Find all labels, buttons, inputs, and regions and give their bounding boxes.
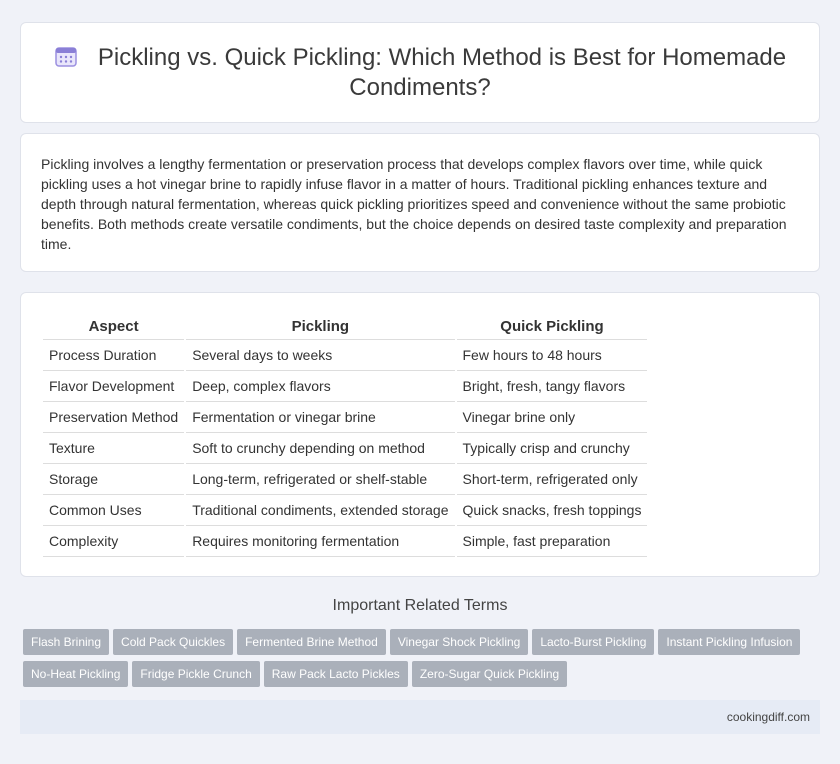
related-terms-heading: Important Related Terms — [332, 597, 508, 614]
header-aspect: Aspect — [43, 313, 185, 340]
cell-pickling: Deep, complex flavors — [185, 371, 455, 402]
cell-aspect: Texture — [43, 433, 185, 464]
table-header-row — [43, 313, 647, 340]
footer-site-link[interactable]: cookingdiff.com — [726, 710, 810, 724]
cell-aspect: Storage — [43, 464, 185, 495]
table-row — [43, 495, 647, 526]
cell-quick-pickling: Vinegar brine only — [456, 402, 648, 433]
page-title — [21, 43, 819, 103]
table-row — [43, 433, 647, 464]
cell-aspect: Preservation Method — [43, 402, 185, 433]
header-pickling: Pickling — [185, 313, 455, 340]
cell-aspect: Flavor Development — [43, 371, 185, 402]
calendar-icon — [54, 44, 78, 68]
cell-quick-pickling: Few hours to 48 hours — [456, 340, 648, 371]
related-term-tag[interactable]: Lacto-Burst Pickling — [532, 629, 654, 655]
comparison-card — [20, 292, 820, 577]
table-row — [43, 402, 647, 433]
header-quick-pickling: Quick Pickling — [456, 313, 648, 340]
related-term-tag[interactable]: Raw Pack Lacto Pickles — [264, 661, 408, 687]
page-title-text: Pickling vs. Quick Pickling: Which Method is Best for Homemade Condiments? — [97, 44, 787, 101]
related-terms-list — [23, 629, 823, 693]
related-term-tag[interactable]: Instant Pickling Infusion — [658, 629, 800, 655]
related-term-tag[interactable]: Fermented Brine Method — [237, 629, 386, 655]
footer — [20, 700, 820, 734]
cell-pickling: Traditional condiments, extended storage — [185, 495, 455, 526]
cell-pickling: Fermentation or vinegar brine — [185, 402, 455, 433]
related-term-tag[interactable]: Cold Pack Quickles — [113, 629, 233, 655]
table-row — [43, 371, 647, 402]
title-card — [20, 22, 820, 123]
related-term-tag[interactable]: Fridge Pickle Crunch — [132, 661, 259, 687]
cell-quick-pickling: Short-term, refrigerated only — [456, 464, 648, 495]
cell-quick-pickling: Simple, fast preparation — [456, 526, 648, 557]
comparison-table — [43, 313, 647, 557]
table-row — [43, 464, 647, 495]
intro-paragraph: Pickling involves a lengthy fermentation or preservation process that develops complex flavors over time, while quick pickling uses a hot vinegar brine to rapidly infuse flavor in a matter of hours. Traditional pickling enhances texture and depth through natural fermentation, whereas quick pickling prioritizes speed and convenience without the same probiotic benefits. Both methods create versatile condiments, but the choice depends on desired taste complexity and preparation time. — [41, 156, 787, 252]
related-term-tag[interactable]: Zero-Sugar Quick Pickling — [412, 661, 567, 687]
cell-quick-pickling: Quick snacks, fresh toppings — [456, 495, 648, 526]
related-term-tag[interactable]: Vinegar Shock Pickling — [390, 629, 529, 655]
cell-pickling: Requires monitoring fermentation — [185, 526, 455, 557]
cell-pickling: Soft to crunchy depending on method — [185, 433, 455, 464]
related-term-tag[interactable]: No-Heat Pickling — [23, 661, 128, 687]
intro-card — [20, 133, 820, 272]
table-row — [43, 526, 647, 557]
table-row — [43, 340, 647, 371]
cell-quick-pickling: Bright, fresh, tangy flavors — [456, 371, 648, 402]
cell-aspect: Complexity — [43, 526, 185, 557]
cell-pickling: Several days to weeks — [185, 340, 455, 371]
cell-aspect: Process Duration — [43, 340, 185, 371]
cell-quick-pickling: Typically crisp and crunchy — [456, 433, 648, 464]
cell-pickling: Long-term, refrigerated or shelf-stable — [185, 464, 455, 495]
related-term-tag[interactable]: Flash Brining — [23, 629, 109, 655]
cell-aspect: Common Uses — [43, 495, 185, 526]
